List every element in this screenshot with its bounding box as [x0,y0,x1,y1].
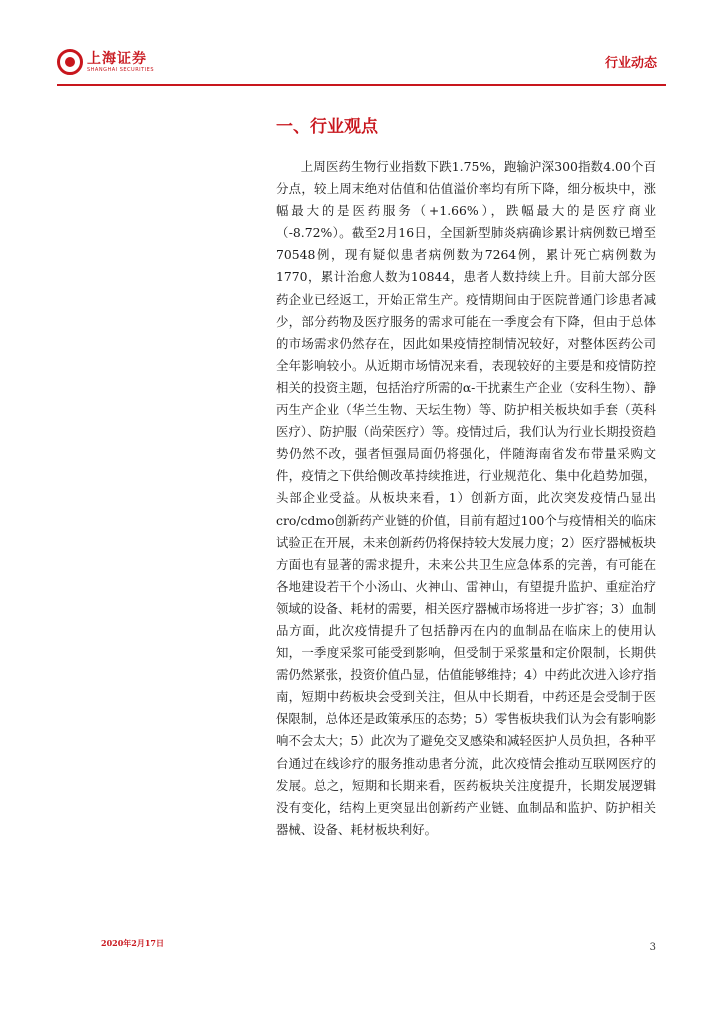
page-header [57,42,657,82]
logo-emblem-icon [57,49,83,75]
page-number: 3 [649,942,656,953]
report-date: 2020年2月17日 [101,938,164,948]
report-category-label: 行业动态 [604,56,657,71]
logo-text-group [87,52,154,73]
company-logo [57,42,154,82]
section-heading: 一、行业观点 [276,117,378,137]
logo-subname: SHANGHAI SECURITIES [87,66,155,73]
logo-name: 上海证券 [87,50,147,67]
header-divider [57,84,666,86]
body-paragraph: 上周医药生物行业指数下跌1.75%，跑输沪深300指数4.00个百分点，较上周末绝对估值和估值溢价率均有所下降，细分板块中，涨幅最大的是医药服务（+1.66%），跌幅最大的是医疗商业（-8.72%）。截至2月16日，全国新型肺炎病确诊累计病例数已增至70548例，现有疑似患者病例数为7264例，累计死亡病例数为1770，累计治愈人数为10844，患者人数持续上升。目前大部分医药企业已经返工，开始正常生产。疫情期间由于医院普通门诊患者减少，部分药物及医疗服务的需求可能在一季度会有下降，但由于总体的市场需求仍然存在，因此如果疫情控制情况较好，对整体医药公司全年影响较小。从近期市场情况来看，表现较好的主要是和疫情防控相关的投资主题，包括治疗所需的α-干扰素生产企业（安科生物）、静丙生产企业（华兰生物、天坛生物）等、防护相关板块如手套（英科医疗）、防护服（尚荣医疗）等。疫情过后，我们认为行业长期投资趋势仍然不改，强者恒强局面仍将强化，伴随海南省发布带量采购文件，疫情之下供给侧改革持续推进，行业规范化、集中化趋势加强，头部企业受益。从板块来看，1）创新方面，此次突发疫情凸显出cro/cdmo创新药产业链的价值，目前有超过100个与疫情相关的临床试验正在开展，未来创新药仍将保持较大发展力度；2）医疗器械板块方面也有显著的需求提升，未来公共卫生应急体系的完善，有可能在各地建设若干个小汤山、火神山、雷神山，有望提升监护、重症治疗领域的设备、耗材的需要，相关医疗器械市场将进一步扩容；3）血制品方面，此次疫情提升了包括静丙在内的血制品在临床上的使用认知，一季度采浆可能受到影响，但受制于采浆量和定价限制，长期供需仍然紧张，投资价值凸显，估值能够维持；4）中药此次进入诊疗指南，短期中药板块会受到关注，但从中长期看，中药还是会受制于医保限制，总体还是政策承压的态势；5）零售板块我们认为会有影响影响不会太大；5）此次为了避免交叉感染和减轻医护人员负担，各种平台通过在线诊疗的服务推动患者分流，此次疫情会推动互联网医疗的发展。总之，短期和长期来看，医药板块关注度提升，长期发展逻辑没有变化，结构上更突显出创新药产业链、血制品和监护、防护相关器械、设备、耗材板块利好。 [276,159,656,837]
